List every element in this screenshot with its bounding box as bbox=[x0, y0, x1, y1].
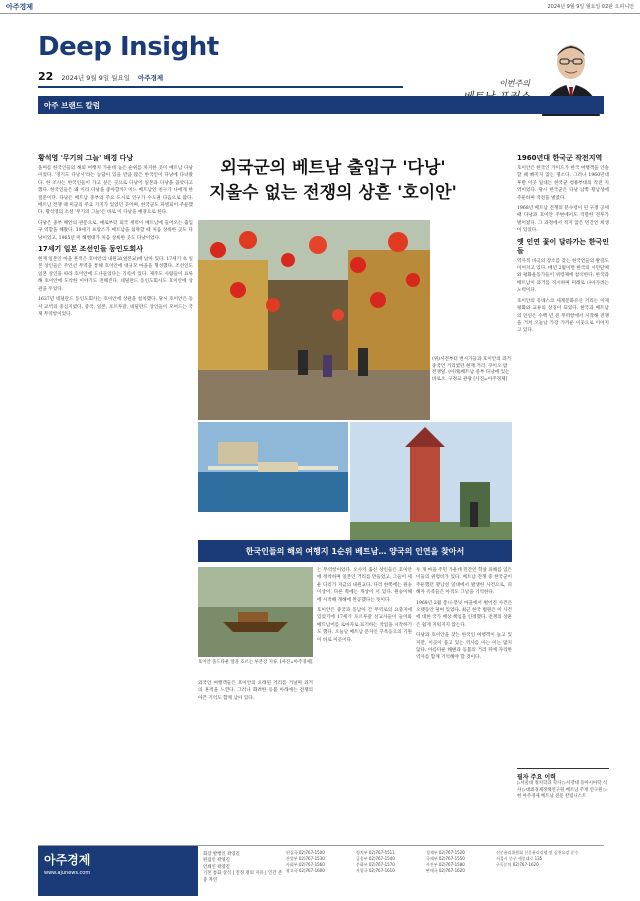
bio-title: 필자 주요 이력 bbox=[517, 774, 556, 781]
column-4-paragraph-4: 호이안의 유네스코 세계문화유산 거리는 이제 평화와 교류의 상징이 되었다. 한국과 베트남의 인연은 수백 년 전 무역항에서 시작해 전쟁을 거쳐 오늘날 가장 가까운 이웃으로 이어지고 있다. bbox=[517, 298, 609, 334]
article-column-2a bbox=[198, 680, 313, 840]
footer bbox=[38, 845, 604, 895]
section-bar bbox=[38, 96, 604, 114]
subheadline-bar bbox=[198, 540, 512, 562]
hoian-lantern-street-photo bbox=[198, 220, 430, 420]
column-3-paragraph-2: 1968년 2월 퐁니·퐁넛 마을에서 벌어진 사건은 오랫동안 덮여 있었다. 최근 한국 법원은 이 사건에 대한 국가 배상 책임을 인정했다. 전쟁의 상흔은 쉽게 지워지지 않는다. bbox=[416, 600, 512, 628]
phone-entry: 광고국 02)767-1600 bbox=[286, 868, 325, 873]
column-author: 이번주의 bbox=[499, 79, 530, 88]
banner-meta bbox=[38, 70, 163, 83]
article-column-1 bbox=[38, 154, 193, 840]
column-1-heading-1: 황석영 '무기의 그늘' 배경 다낭 bbox=[38, 154, 134, 162]
banner-rule bbox=[38, 86, 403, 88]
column-4-heading-1: 1960년대 한국군 작전지역 bbox=[517, 154, 603, 162]
phone-entry: 사회부 02)767-1560 bbox=[286, 862, 325, 867]
church-photo bbox=[350, 422, 512, 540]
article-column-4 bbox=[517, 154, 609, 764]
phone-entry: 산업부 02)767-1530 bbox=[286, 856, 325, 861]
notice-line: 서울시 중구 세종대로 135 bbox=[496, 856, 543, 861]
column-1-heading-2: 17세기 일본 조선인들 동인도회사 bbox=[38, 245, 143, 254]
phone-entry: 문화부 02)767-1570 bbox=[356, 862, 395, 867]
column-4-paragraph-2: 1968년 베트남 전쟁의 분수령이 된 구정 공세 때 다낭과 호이안 주변에서도 격렬한 전투가 벌어졌다. 그 과정에서 적지 않은 민간인 희생이 있었다. bbox=[517, 206, 609, 234]
column-2-paragraph-3: 외국인 여행객들은 호이안의 오래된 거리를 거닐며 과거의 흔적을 느낀다. 그러나 화려한 등불 아래에는 전쟁의 아픈 기억도 함께 남아 있다. bbox=[198, 681, 313, 701]
phone-entry: 사진부 02)767-1580 bbox=[426, 862, 465, 867]
phone-entry: 금융부 02)767-1540 bbox=[356, 856, 395, 861]
phone-entry: 판매국 02)767-1620 bbox=[426, 868, 465, 873]
banner-paper: 아주경제 bbox=[138, 74, 164, 82]
publisher-line: 회장 발행인 곽영길 bbox=[203, 852, 240, 857]
headline-line-1: 외국군의 베트남 출입구 '다낭' bbox=[220, 158, 446, 178]
phone-entry: 사업국 02)767-1610 bbox=[356, 868, 395, 873]
bio-text: ▷서울대 정치학과 학사 ▷서강대 동아시아학 석사 ▷대외경제정책연구원 베트남 주재 연구원 ▷현 아주경제 베트남 전문 칼럼니스트 bbox=[517, 781, 608, 800]
footer-notices bbox=[496, 850, 604, 868]
column-1-paragraph-1: 올여름 한국인들의 해외 여행지 가운데 높은 순위를 차지한 곳이 베트남 다낭이었다. '경기도 다낭시'라는 농담이 있을 만큼 많은 한국인이 다낭에 다녀왔다. 한 조사는 한국인들이 가고 싶은 곳으로 다낭이 일본과 다낭을 꼽았다고 했다. 한국인들은 왜 이리 다낭을 좋아할까? 어느 베트남인 친구가 나에게 한 질문이다. 다낭은 베트남 중부의 주요 도시로 인구가 수도권 다음으로 많다. 베트남 전쟁 때 미군의 주요 기지가 있었던 곳이며, 한국군도 파병되어 주둔했다. 황석영의 소설 '무기의 그늘'은 바로 이 다낭을 배경으로 한다. bbox=[38, 166, 193, 216]
column-2-paragraph-1: 는 무역항이었다. 오사카 출신 상인들은 호이안에 정착하며 일본인 거리를 만들었고, 그들이 세운 다리가 지금의 내원교다. 다리 한쪽에는 원숭이상이, 다른 쪽에는 개상이 서 있다. 원숭이해에 시작해 개해에 완공했다는 뜻이다. bbox=[317, 568, 412, 603]
column-1-paragraph-4: 1637년 네덜란드 동인도회사는 호이안에 상관을 설치했다. 당시 호이안은 동서 교역의 중심지였다. 중국, 일본, 포르투갈, 네덜란드 상인들이 모여드는 국제 무역항이었다. bbox=[38, 297, 193, 317]
boat-photo-caption: 호이안 올드타운 앞을 흐르는 투본강 지류. [사진=아주경제] bbox=[198, 660, 313, 665]
footer-logo-block bbox=[38, 846, 198, 896]
column-2-paragraph-2: 호이안은 중국과 동남아 간 무역로의 요충지에 있었기에 17세기 포르투갈 선교사들이 들어와 베트남어를 로마자로 표기하는 작업을 시작하기도 했다. 오늘날 베트남 문자인 꾸옥응으의 기원이 바로 이곳이다. bbox=[317, 608, 412, 643]
article-column-3 bbox=[416, 567, 512, 840]
river-boat-photo bbox=[198, 567, 313, 657]
main-photo-caption: (위)시전부터 번시가들과 호이안의 과거 중국인 거리였던 현재 거리. 쿠이오 밤 전쟁일. (아래)베트남 중부 다낭에 있는 바로오. 구정교 관광 [사진=아주경제] bbox=[432, 357, 511, 382]
column-3-paragraph-1: 두 개 마을 주민 가운데 민간인 학살 피해를 입은 이들의 위령비가 있다. 베트남 전쟁 중 한국군이 주둔했던 꽝남성 일대에서 발생한 사건으로, 피해자 유족들은 아직도 그날을 기억한다. bbox=[416, 568, 512, 596]
footer-publisher bbox=[203, 852, 283, 884]
banner-title: Deep Insight bbox=[38, 32, 219, 62]
phone-entry: 정치부 02)767-1511 bbox=[356, 850, 395, 855]
article-column-2 bbox=[317, 567, 412, 840]
section-label: 아주 브랜드 칼럼 bbox=[44, 100, 100, 110]
footer-logo[interactable]: 아주경제 bbox=[44, 853, 91, 867]
masthead-strip bbox=[0, 0, 640, 14]
phone-entry: 경제부 02)767-1520 bbox=[426, 850, 465, 855]
masthead-date: 2024년 9월 9일 월요일 02판 오피니언 bbox=[547, 4, 634, 10]
phone-entry: 편집국 02)767-1500 bbox=[286, 850, 325, 855]
banner-date: 2024년 9월 9일 월요일 bbox=[61, 74, 130, 82]
column-1-paragraph-3: 현재 일본인 마을 흔적은 호이안의 내원교(일본교)에 남아 있다. 17세기 초 일본 상인들은 주인선 무역을 통해 호이안에 대규모 마을을 형성했다. 조선인도 일본 상인을 따라 호이안에 드나들었다는 기록이 있다. 제주도 사람들이 표류해 호이안에 도착한 이야기도 전해진다. 네덜란드 동인도회사도 호이안에 상관을 두었다. bbox=[38, 257, 193, 292]
pier-photo bbox=[198, 422, 348, 512]
publisher-line: 편집인 곽영길 bbox=[203, 858, 230, 864]
column-4-paragraph-3: 역사적 비극의 장소를 찾는 한국인들의 발길도 이어지고 있다. 매년 2월이면 한국의 시민단체와 평화운동가들이 위령제에 참석한다. 한국과 베트남이 과거를 직시하며 미래로 나아가려는 노력이다. bbox=[517, 258, 609, 294]
publisher-line: 기본 통화 상식 | 진정 정의 지유 | 인간 존중 자연 bbox=[203, 871, 283, 883]
notice-line: 구독문의 02)767-1620 bbox=[496, 862, 539, 867]
column-1-paragraph-2: 다낭은 중부 해안의 관문으로, 예로부터 외국 세력이 베트남에 들어오는 출입구 역할을 해왔다. 19세기 프랑스가 베트남을 침략할 때 처음 상륙한 곳도 다낭이었고, 1965년 미 해병대가 처음 상륙한 곳도 다낭이었다. bbox=[38, 220, 193, 241]
phone-entry: 국제부 02)767-1550 bbox=[426, 856, 465, 861]
footer-phone-directory bbox=[286, 850, 492, 874]
masthead-logo[interactable]: 아주경제 bbox=[6, 2, 34, 11]
page-number: 22 bbox=[38, 70, 54, 83]
subheadline: 한국인들의 해외 여행지 1순위 베트남… 양국의 인연을 찾아서 bbox=[245, 546, 465, 556]
headline-line-2: 지울수 없는 전쟁의 상흔 '호이안' bbox=[209, 183, 457, 203]
notice-line: 신문윤리위원회 신문윤리강령 및 실천요강 준수 bbox=[496, 850, 579, 855]
column-4-heading-2: 옛 인연 꽃이 달라가는 한국인들 bbox=[517, 237, 609, 255]
footer-url[interactable]: www.ajunews.com bbox=[44, 870, 91, 876]
column-3-paragraph-3: 다낭과 호이안을 찾는 한국인 여행객이 늘고 있지만, 이곳이 품고 있는 역사를 아는 이는 많지 않다. 아름다운 해변과 등불의 거리 뒤에 자리한 역사를 함께 기억해야 할 것이다. bbox=[416, 633, 512, 661]
column-4-paragraph-1: 호이안은 한국인 가이드가 한국 여행객을 인솔할 때 빠지지 않는 명소다. 그러나 1960년대 후반 이곳 일대는 한국군 청룡부대의 작전 지역이었다. 당시 한국군은 다낭 남쪽 꽝남성에 주둔하며 작전을 벌였다. bbox=[517, 166, 609, 201]
author-bio-box bbox=[517, 768, 609, 838]
main-headline bbox=[208, 156, 458, 206]
publisher-line: 인쇄인 곽영길 bbox=[203, 864, 230, 870]
